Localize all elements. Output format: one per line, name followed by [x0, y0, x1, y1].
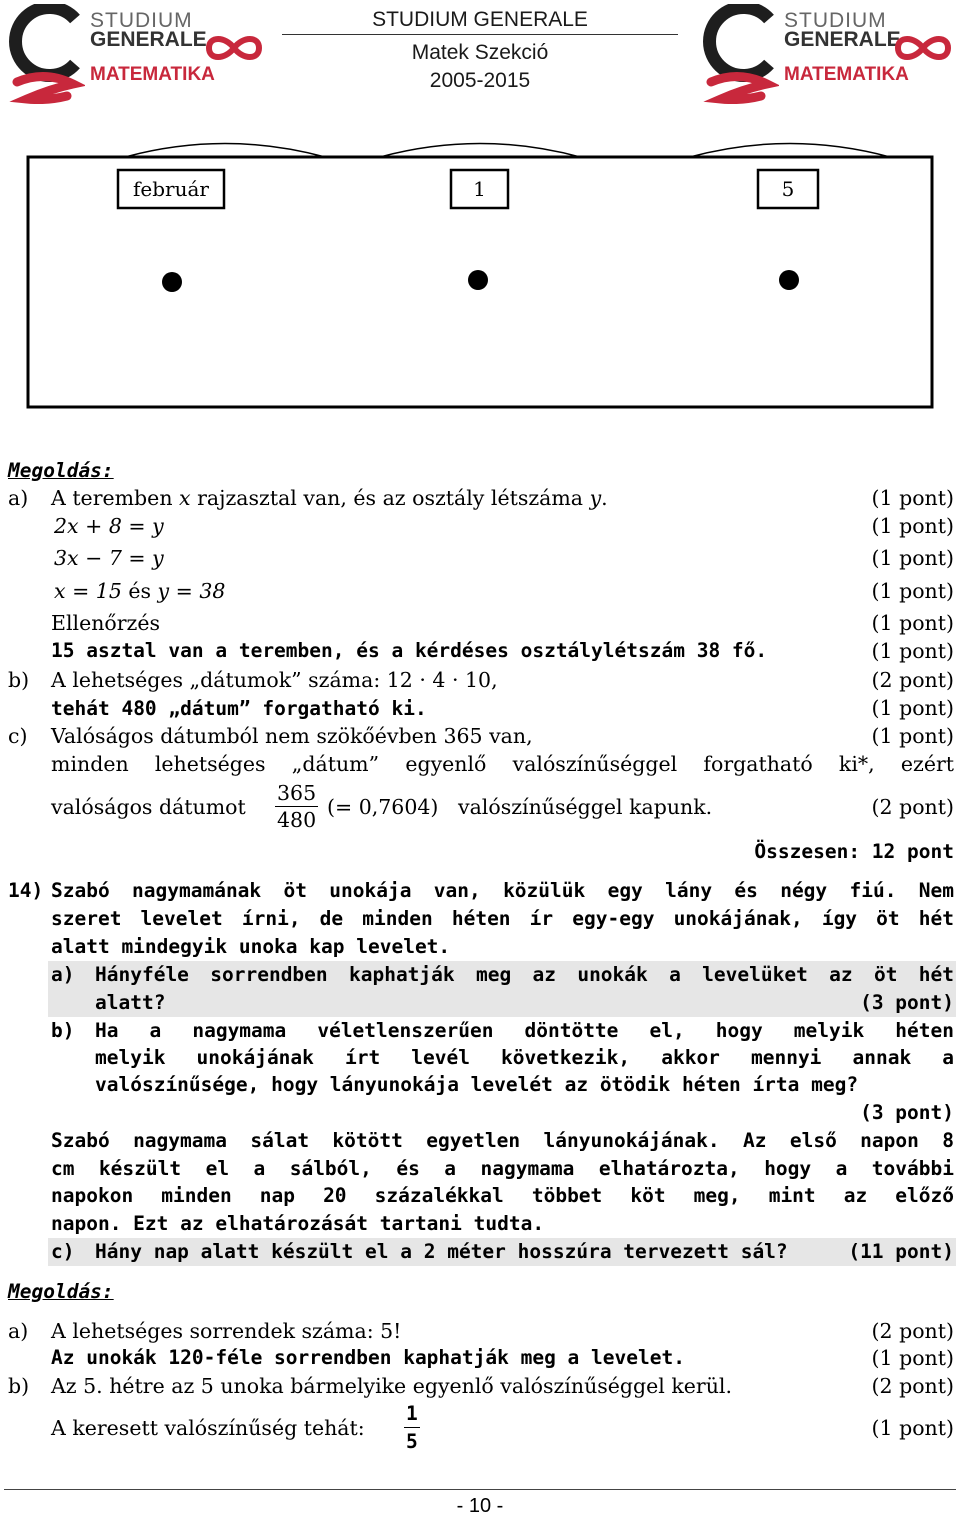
- logo-line-3: MATEMATIKA: [90, 64, 215, 85]
- header-subtitle: Matek Szekció: [411, 41, 549, 64]
- page-number: - 10 -: [456, 1495, 504, 1517]
- infinity-icon: [203, 33, 265, 63]
- points: (1 pont): [871, 546, 954, 570]
- roller-arc-2: [380, 144, 580, 158]
- calendar-month: február: [133, 177, 209, 201]
- points: (1 pont): [871, 639, 954, 663]
- sol1-line-c2: minden lehetséges „dátum” egyenlő valószínűséggel forgatható ki*, ezért: [51, 752, 954, 776]
- question-b-line-2: melyik unokájának írt levél következik, akkor mennyi annak a: [95, 1046, 954, 1069]
- scarf-line-3: napokon minden nap 20 százalékkal többet köt meg, mint az előző: [51, 1184, 954, 1207]
- sol2-line-b2: A keresett valószínűség tehát: $\frac{1}{5}$ (1 pont): [51, 1402, 954, 1453]
- logo-line-1: STUDIUM: [784, 9, 887, 32]
- points: (1 pont): [871, 579, 954, 603]
- scarf-line-2: cm készült el a sálból, és a nagymama elhatározta, hogy a további: [51, 1157, 954, 1180]
- points: (1 pont): [871, 514, 954, 538]
- header-years: 2005-2015: [429, 69, 531, 92]
- points: (3 pont): [860, 991, 954, 1014]
- logo-line-2: GENERALE: [784, 28, 901, 51]
- logo-right: [699, 4, 959, 104]
- points: (1 pont): [871, 1416, 954, 1440]
- points: (2 pont): [871, 1374, 954, 1398]
- fraction-365-480: $\frac{365}{480}$: [277, 781, 317, 832]
- sol1-line-c3: valóságos dátumot $\frac{365}{480}$ (= 0,7604) valószínűséggel kapunk. (2 pont): [51, 781, 954, 832]
- points: (1 pont): [871, 486, 954, 510]
- solution-heading: Megoldás:: [8, 459, 114, 482]
- question-b-line-3: valószínűsége, hogy lányunokája levelét az ötödik héten írta meg?: [95, 1073, 859, 1096]
- header-rule: [282, 34, 678, 35]
- infinity-icon: [892, 33, 954, 63]
- logo-line-3: MATEMATIKA: [784, 64, 909, 85]
- roller-arc-1: [125, 144, 325, 158]
- logo-line-2: GENERALE: [90, 28, 207, 51]
- points: (3 pont): [860, 1101, 954, 1124]
- problem-14-line-3: alatt mindegyik unoka kap levelet.: [51, 935, 451, 958]
- problem-14-line-2: szeret levelet írni, de minden héten ír egy-egy unokájának, így öt hét: [51, 907, 954, 930]
- roller-dot-3: [779, 270, 799, 290]
- roller-dot-2: [468, 270, 488, 290]
- points: (2 pont): [871, 1319, 954, 1343]
- logo-line-1: STUDIUM: [90, 9, 193, 32]
- calendar-weekday: 5: [781, 177, 795, 201]
- points: (1 pont): [871, 1346, 954, 1370]
- scarf-line-1: Szabó nagymama sálat kötött egyetlen lányunokájának. Az első napon 8: [51, 1129, 954, 1152]
- points: (11 pont): [848, 1240, 954, 1263]
- logo-left: [5, 4, 265, 104]
- roller-dot-1: [162, 272, 182, 292]
- header-title: STUDIUM GENERALE: [372, 8, 588, 31]
- points: (2 pont): [871, 795, 954, 819]
- calendar-day: 1: [473, 177, 486, 201]
- logo-mark-icon: [699, 4, 779, 104]
- points: (2 pont): [871, 668, 954, 692]
- footer-rule: [4, 1489, 956, 1490]
- points: (1 pont): [871, 611, 954, 635]
- logo-mark-icon: [5, 4, 85, 104]
- scarf-line-4: napon. Ezt az elhatározását tartani tudta.: [51, 1212, 545, 1235]
- fraction-1-5: $\frac{1}{5}$: [406, 1402, 418, 1453]
- points: (1 pont): [871, 696, 954, 720]
- points: (1 pont): [871, 724, 954, 748]
- header-center: [282, 8, 678, 95]
- solution-heading: Megoldás:: [8, 1280, 114, 1303]
- roller-arc-3: [690, 144, 890, 158]
